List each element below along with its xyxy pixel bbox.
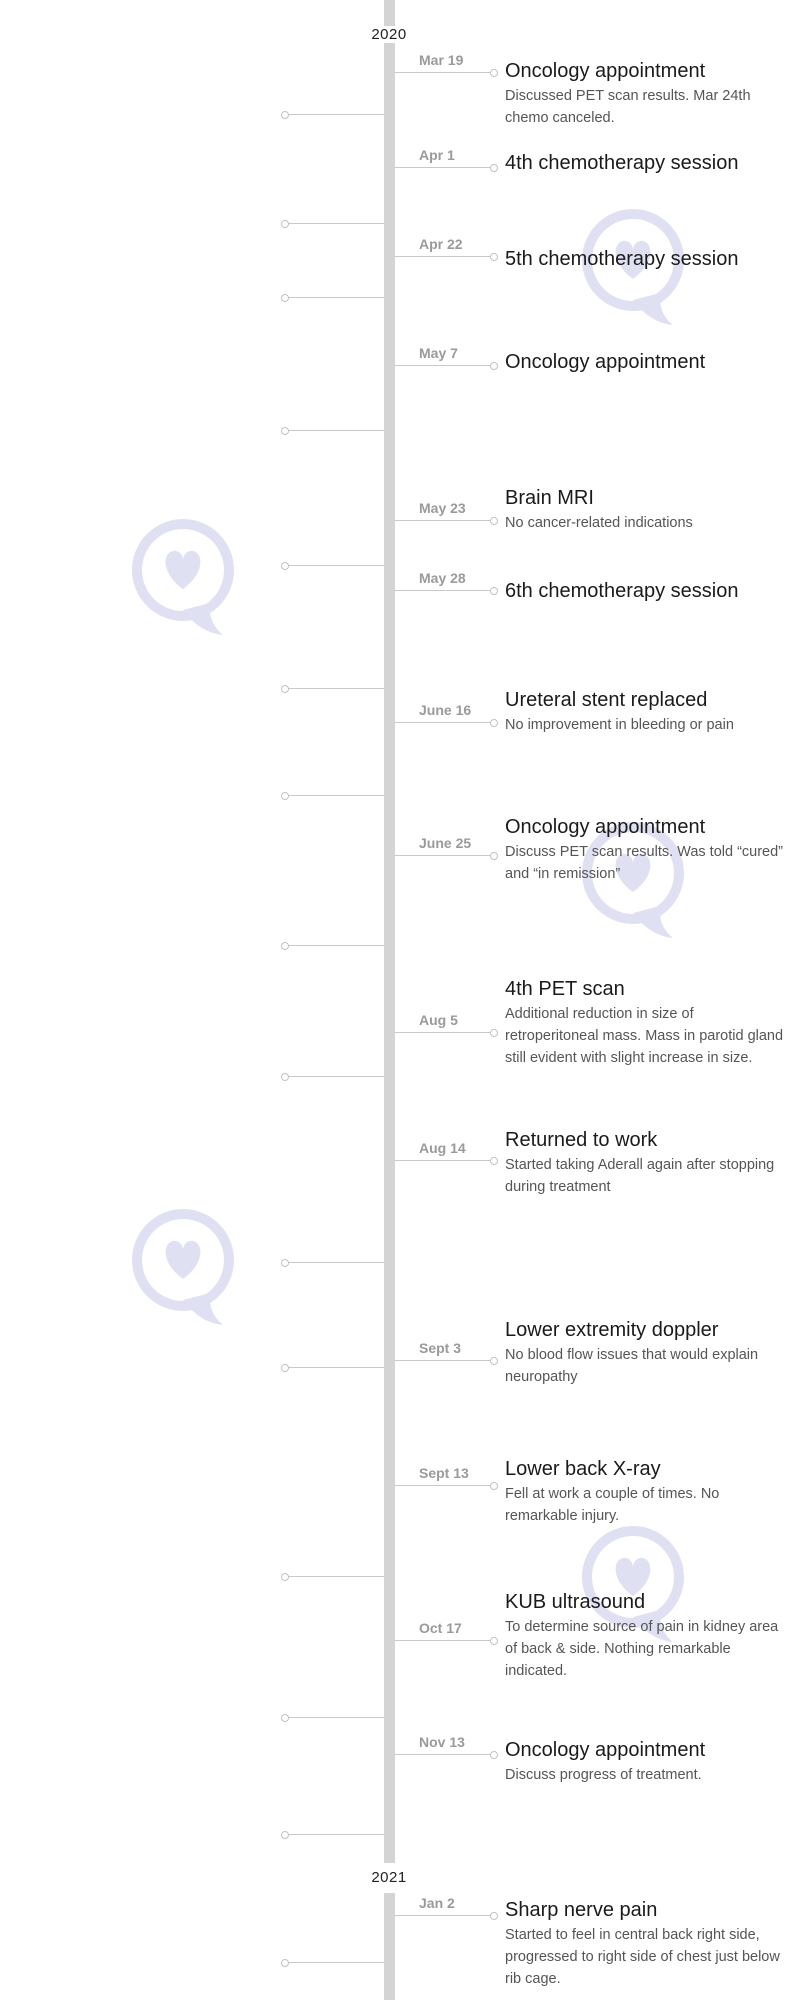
event-title: Returned to work (505, 1129, 658, 1151)
event-dot (281, 562, 289, 570)
event-connector-line (395, 722, 493, 723)
event-connector-line (286, 430, 384, 431)
timeline-spine (384, 0, 395, 1863)
event-dot (490, 1637, 498, 1645)
event-connector-line (286, 1262, 384, 1263)
event-dot (281, 942, 289, 950)
event-connector-line (395, 365, 493, 366)
event-title: KUB ultrasound (505, 1591, 646, 1613)
event-connector-line (395, 1160, 493, 1161)
event-title: Oncology appointment (505, 351, 706, 373)
event-description: Discussed PET scan results. Mar 24th chemo canceled. (505, 88, 751, 126)
event-connector-line (395, 1485, 493, 1486)
event-connector-line (395, 1640, 493, 1641)
event-description: Started to feel in central back right side, progressed to right side of chest just below rib cage. (505, 1927, 780, 1987)
event-dot (281, 1073, 289, 1081)
event-date: Sept 3 (419, 1340, 462, 1356)
event-connector-line (286, 1717, 384, 1718)
heart-speech-bubble-icon (128, 1205, 238, 1335)
event-connector-line (286, 565, 384, 566)
event-dot (281, 1573, 289, 1581)
event-connector-line (286, 1367, 384, 1368)
event-dot (490, 517, 498, 525)
event-connector-line (286, 223, 384, 224)
year-label-2020: 2020 (340, 26, 438, 43)
event-title: 5th chemotherapy session (505, 248, 739, 270)
event-title: Ureteral stent replaced (505, 689, 708, 711)
event-dot (281, 685, 289, 693)
event-dot (281, 1714, 289, 1722)
event-date: Sept 13 (419, 1465, 469, 1481)
event-date: Aug 14 (419, 1140, 466, 1156)
event-dot (490, 362, 498, 370)
event-title: 4th PET scan (505, 978, 625, 1000)
event-connector-line (286, 795, 384, 796)
event-description: Discuss PET scan results. Was told “cured” and “in remission” (505, 844, 783, 882)
event-dot (490, 719, 498, 727)
event-dot (490, 253, 498, 261)
event-date: Jan 2 (419, 1895, 455, 1911)
event-date: Oct 17 (419, 1620, 462, 1636)
event-dot (490, 1912, 498, 1920)
event-connector-line (286, 1576, 384, 1577)
event-title: Oncology appointment (505, 1739, 706, 1761)
event-date: June 25 (419, 835, 472, 851)
event-connector-line (395, 1360, 493, 1361)
event-dot (490, 1482, 498, 1490)
event-connector-line (286, 1834, 384, 1835)
event-dot (490, 164, 498, 172)
event-dot (281, 1831, 289, 1839)
event-title: 6th chemotherapy session (505, 580, 739, 602)
event-title: 4th chemotherapy session (505, 152, 739, 174)
event-date: Nov 13 (419, 1734, 465, 1750)
event-dot (281, 294, 289, 302)
event-dot (490, 852, 498, 860)
event-date: May 28 (419, 570, 466, 586)
event-dot (281, 1364, 289, 1372)
event-dot (490, 587, 498, 595)
event-date: Apr 22 (419, 236, 463, 252)
event-connector-line (286, 1962, 384, 1963)
event-connector-line (286, 688, 384, 689)
event-connector-line (395, 167, 493, 168)
event-title: Lower extremity doppler (505, 1319, 719, 1341)
event-connector-line (395, 590, 493, 591)
event-connector-line (395, 72, 493, 73)
event-title: Lower back X-ray (505, 1458, 661, 1480)
event-date: Mar 19 (419, 52, 464, 68)
event-connector-line (286, 114, 384, 115)
event-description: No blood flow issues that would explain neuropathy (505, 1347, 759, 1385)
event-description: To determine source of pain in kidney area of back & side. Nothing remarkable indicated. (505, 1619, 779, 1679)
event-dot (490, 1157, 498, 1165)
event-description: Started taking Aderall again after stopping during treatment (505, 1157, 775, 1195)
event-connector-line (286, 297, 384, 298)
event-connector-line (286, 1076, 384, 1077)
event-connector-line (286, 945, 384, 946)
event-date: Aug 5 (419, 1012, 458, 1028)
event-dot (281, 1959, 289, 1967)
event-dot (281, 427, 289, 435)
event-connector-line (395, 1032, 493, 1033)
timeline-spine-2021 (384, 1893, 395, 2000)
event-title: Sharp nerve pain (505, 1899, 658, 1921)
event-connector-line (395, 1754, 493, 1755)
event-date: May 7 (419, 345, 458, 361)
event-dot (490, 1029, 498, 1037)
event-dot (281, 1259, 289, 1267)
event-date: Apr 1 (419, 147, 455, 163)
event-connector-line (395, 520, 493, 521)
event-dot (490, 69, 498, 77)
event-dot (281, 111, 289, 119)
event-description: No improvement in bleeding or pain (505, 717, 734, 733)
event-connector-line (395, 256, 493, 257)
event-connector-line (395, 1915, 493, 1916)
heart-speech-bubble-icon (128, 515, 238, 645)
event-description: Discuss progress of treatment. (505, 1767, 702, 1783)
event-date: June 16 (419, 702, 472, 718)
event-dot (490, 1357, 498, 1365)
event-date: May 23 (419, 500, 466, 516)
event-dot (490, 1751, 498, 1759)
event-dot (281, 220, 289, 228)
event-dot (281, 792, 289, 800)
event-title: Brain MRI (505, 487, 594, 509)
year-label-2021: 2021 (340, 1869, 438, 1886)
event-connector-line (395, 855, 493, 856)
event-title: Oncology appointment (505, 816, 706, 838)
event-description: No cancer-related indications (505, 515, 693, 531)
event-title: Oncology appointment (505, 60, 706, 82)
event-description: Additional reduction in size of retroperitoneal mass. Mass in parotid gland still evident with slight increase in size. (505, 1006, 784, 1066)
event-description: Fell at work a couple of times. No remarkable injury. (505, 1486, 720, 1524)
